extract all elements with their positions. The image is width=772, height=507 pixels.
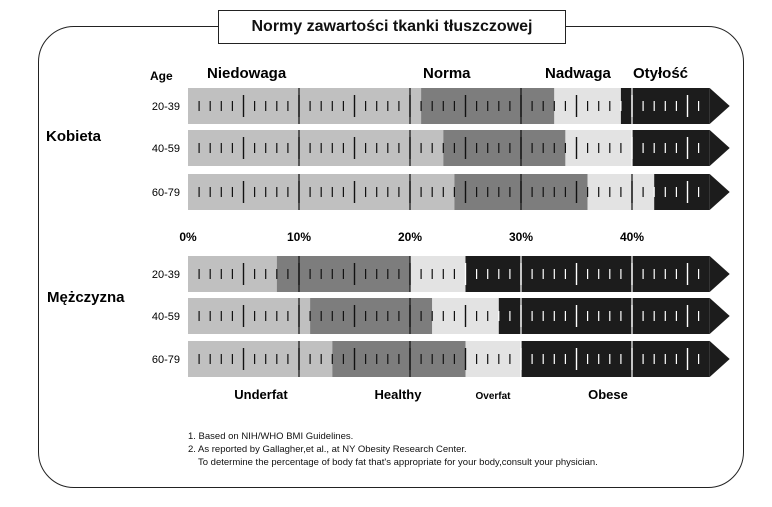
age-label: 60-79	[151, 354, 180, 366]
segment-obese	[521, 341, 710, 377]
x-tick-label: 10%	[286, 230, 312, 244]
bar-arrow	[710, 174, 730, 210]
bar-row-40-59	[152, 130, 730, 166]
segment-obese	[499, 298, 710, 334]
x-tick-label: 40%	[619, 230, 645, 244]
x-tick-label: 30%	[508, 230, 534, 244]
bar-arrow	[710, 130, 730, 166]
group-label: Mężczyzna	[47, 289, 125, 306]
category-label-en-4: Obese	[588, 387, 628, 402]
bar-arrow	[710, 88, 730, 124]
segment-obese	[654, 174, 710, 210]
category-label-pl-4: Otyłość	[633, 65, 689, 82]
age-label: 20-39	[151, 269, 180, 281]
segment-overfat	[466, 341, 522, 377]
x-tick-label: 0%	[179, 230, 197, 244]
age-label: 20-39	[151, 101, 180, 113]
chart-title-text: Normy zawartości tkanki tłuszczowej	[251, 18, 533, 35]
category-label-en-3: Overfat	[475, 391, 511, 402]
category-label-en-2: Healthy	[374, 387, 422, 402]
age-label: 40-59	[151, 143, 180, 155]
x-tick-label: 20%	[397, 230, 423, 244]
segment-healthy	[310, 298, 432, 334]
footnotes	[188, 430, 598, 469]
segment-underfat	[188, 130, 443, 166]
footnote-3: To determine the percentage of body fat that's appropriate for your body,consult your physician.	[198, 457, 598, 468]
bar-row-40-59	[152, 298, 730, 334]
category-label-pl-2: Norma	[423, 65, 471, 82]
group-mezczyzna	[47, 256, 730, 377]
bar-arrow	[710, 298, 730, 334]
segment-underfat	[188, 298, 310, 334]
footnote-2: 2. As reported by Gallagher,et al., at NY Obesity Research Center.	[188, 444, 467, 455]
age-label: 40-59	[151, 311, 180, 323]
age-label: 60-79	[151, 187, 180, 199]
segment-healthy	[443, 130, 565, 166]
age-header: Age	[150, 69, 173, 83]
bar-row-20-39	[152, 88, 730, 124]
category-label-pl-1: Niedowaga	[207, 65, 287, 82]
bar-row-20-39	[152, 256, 730, 292]
bar-arrow	[710, 341, 730, 377]
group-label: Kobieta	[46, 128, 102, 145]
bar-row-60-79	[152, 174, 730, 210]
category-label-pl-3: Nadwaga	[545, 65, 611, 82]
category-label-en-1: Underfat	[234, 387, 288, 402]
segment-overfat	[410, 256, 466, 292]
bar-row-60-79	[152, 341, 730, 377]
segment-underfat	[188, 88, 421, 124]
bar-arrow	[710, 256, 730, 292]
group-kobieta	[46, 88, 730, 210]
footnote-1: 1. Based on NIH/WHO BMI Guidelines.	[188, 431, 354, 442]
